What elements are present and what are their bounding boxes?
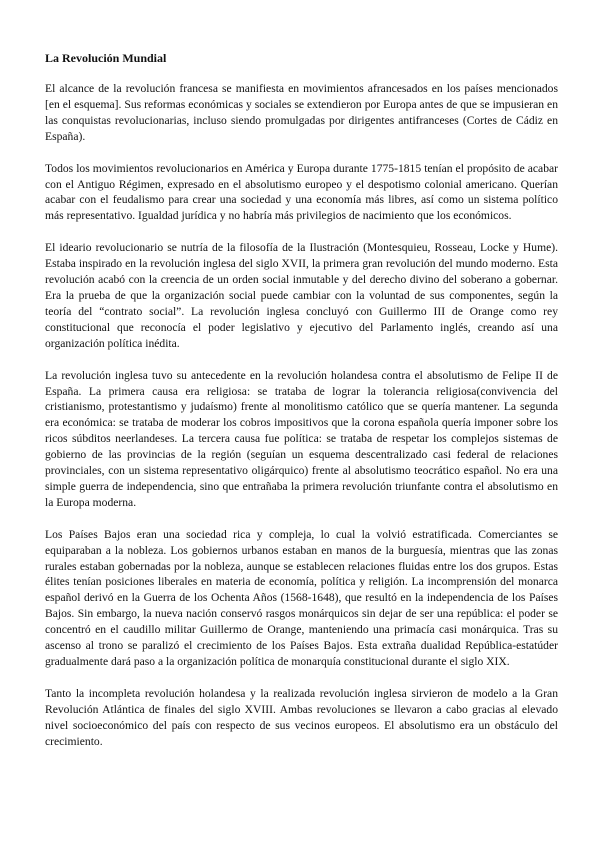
- document-title: La Revolución Mundial: [45, 51, 167, 65]
- paragraph-french-revolution-reach: El alcance de la revolución francesa se manifiesta en movimientos afrancesados en los países mencionados [en el esquema]. Sus reformas económicas y sociales se extendieron por Europa antes de que se impusieran en las conquistas revolucionarias, incluso siendo promulgadas por dirigentes antifranceses (Cortes de Cádiz en España).: [45, 82, 558, 143]
- paragraph-revolutionary-movements: Todos los movimientos revolucionarios en América y Europa durante 1775-1815 tenían el propósito de acabar con el Antiguo Régimen, expresado en el absolutismo europeo y el despotismo colonial americano. Querían acabar con el feudalismo para crear una sociedad y una economía más libres, así como un sistema político más representativo. Igualdad jurídica y no habría más privilegios de nacimiento que los económicos.: [45, 161, 558, 223]
- paragraph-revolutionary-ideology: El ideario revolucionario se nutría de la filosofía de la Ilustración (Montesquieu, Rosseau, Locke y Hume). Estaba inspirado en la revolución inglesa del siglo XVII, la primera gran revolución del mundo moderno. Esta revolución acabó con la creencia de un orden social inmutable y del derecho divino del soberano a gobernar. Era la prueba de que la organización social puede cambiar con la voluntad de sus componentes, según la teoría del “contrato social”. La revolución inglesa concluyó con Guillermo III de Orange como rey constitucional que reconocía el poder legislativo y ejecutivo del Parlamento inglés, creando así una organización política inédita.: [45, 241, 558, 350]
- paragraph-atlantic-revolution-model: Tanto la incompleta revolución holandesa y la realizada revolución inglesa sirvieron de modelo a la Gran Revolución Atlántica de finales del siglo XVIII. Ambas revoluciones se llevaron a cabo gracias al elevado nivel socioeconómico del país con respecto de sus vecinos europeos. El absolutismo era un obstáculo del crecimiento.: [45, 686, 558, 748]
- document-body: [45, 51, 558, 766]
- paragraph-netherlands-society: Los Países Bajos eran una sociedad rica y compleja, lo cual la volvió estratificada. Comerciantes se equiparaban a la nobleza. Los gobiernos urbanos estaban en manos de la burguesía, mientras que las zonas rurales estaban gobernadas por la nobleza, aunque se establecen relaciones fluidas entre los dos grupos. Estas élites tenían posiciones liberales en materia de economía, política y religión. La incomprensión del monarca español derivó en la Guerra de los Ochenta Años (1568-1648), que resultó en la independencia de los Países Bajos. Sin embargo, la nueva nación conservó rasgos monárquicos sin dejar de ser una república: el poder se concentró en el caudillo militar Guillermo de Orange, manteniendo una primacía casi monárquica. Tras su ascenso al trono se paralizó el crecimiento de los Países Bajos. Esta extraña dualidad República-estatúder gradualmente dará paso a la organización política de monarquía constitucional durante el siglo XIX.: [45, 527, 558, 668]
- paragraph-dutch-revolution-causes: La revolución inglesa tuvo su antecedente en la revolución holandesa contra el absolutismo de Felipe II de España. La primera causa era religiosa: se trataba de lograr la tolerancia religiosa(convivencia del cristianismo, protestantismo y judaísmo) frente al monolitismo católico que se quería mantener. La segunda era económica: se trataba de moderar los cobros impositivos que la corona española quería imponer sobre los ricos súbditos neerlandeses. La tercera causa fue política: se trataba de respetar los complejos sistemas de gobierno de las provincias de la región (seguían un esquema descentralizado casi federal de relaciones provinciales, con un sistema representativo oligárquico) frente al absolutismo teocrático español. No era una simple guerra de independencia, sino que entrañaba la primera revolución triunfante contra el absolutismo en la Europa moderna.: [45, 368, 558, 509]
